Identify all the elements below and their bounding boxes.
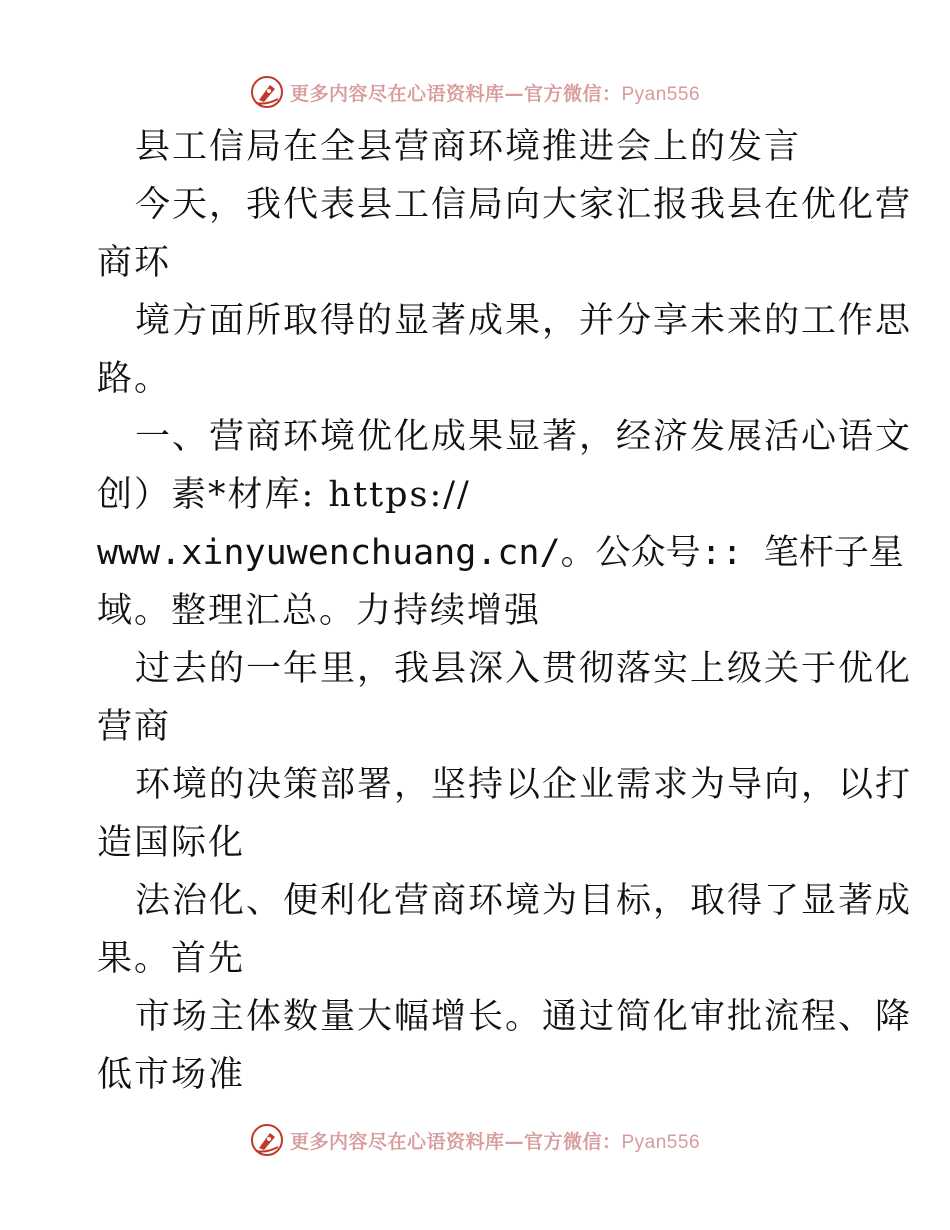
header-watermark: [0, 72, 950, 112]
text-line: 境方面所取得的显著成果，并分享未来的工作思: [135, 301, 913, 341]
text-line: 果。首先: [97, 939, 246, 979]
text-line: 市场主体数量大幅增长。通过简化审批流程、降: [135, 997, 913, 1037]
text-line: 造国际化: [97, 823, 246, 863]
text-line: 创）素*材库: https://: [97, 475, 471, 515]
text-line-url: www.xinyuwenchuang.cn/。公众号:: 笔杆子星: [97, 533, 904, 573]
text-line: 低市场准: [97, 1055, 246, 1095]
text-line: 路。: [97, 359, 172, 399]
document-title: 县工信局在全县营商环境推进会上的发言: [135, 127, 802, 167]
text-line: 今天，我代表县工信局向大家汇报我县在优化营: [135, 185, 913, 225]
pen-nib-logo-icon: [250, 1123, 284, 1157]
section-heading: 一、营商环境优化成果显著，经济发展活心语文: [135, 417, 913, 457]
text-line: 法治化、便利化营商环境为目标，取得了显著成: [135, 881, 913, 921]
watermark-text: 更多内容尽在心语资料库—官方微信：Pyan556: [289, 1130, 701, 1153]
text-line: 营商: [97, 707, 172, 747]
text-line: 环境的决策部署，坚持以企业需求为导向，以打: [135, 765, 913, 805]
footer-watermark: [0, 1120, 950, 1160]
document-body: [97, 118, 913, 1104]
text-line: 商环: [97, 243, 172, 283]
watermark-text: 更多内容尽在心语资料库—官方微信：Pyan556: [289, 82, 701, 105]
pen-nib-logo-icon: [250, 75, 284, 109]
text-line: 域。整理汇总。力持续增强: [97, 591, 542, 631]
text-line: 过去的一年里，我县深入贯彻落实上级关于优化: [135, 649, 913, 689]
